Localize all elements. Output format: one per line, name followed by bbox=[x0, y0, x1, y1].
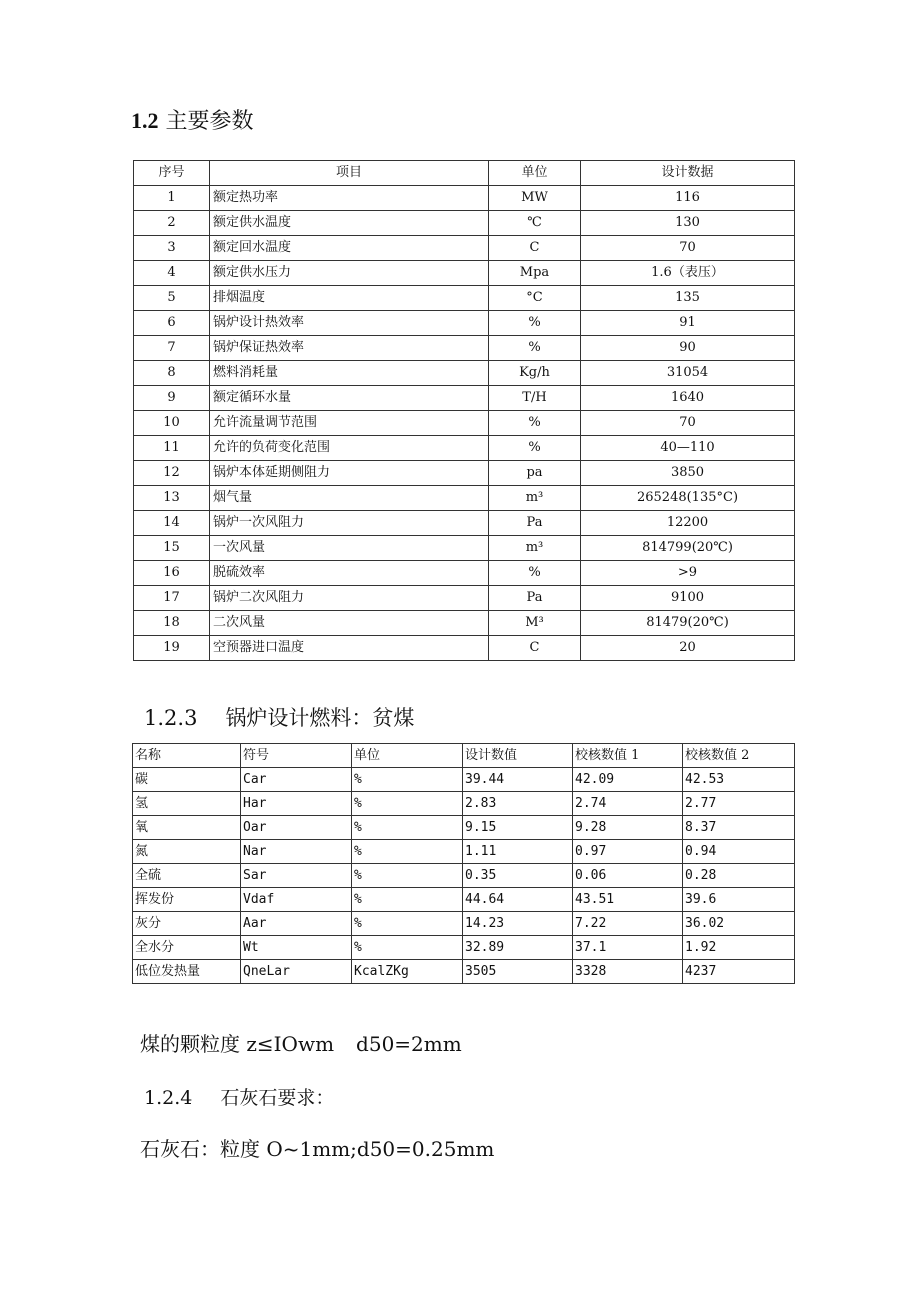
cell-name: 全水分 bbox=[133, 936, 241, 960]
cell-design-data: 91 bbox=[581, 311, 795, 336]
column-header-check-value-2: 校核数值 2 bbox=[683, 744, 795, 768]
cell-name: 氢 bbox=[133, 792, 241, 816]
cell-check-value-1: 9.28 bbox=[573, 816, 683, 840]
cell-symbol: Car bbox=[241, 768, 352, 792]
cell-check-value-2: 4237 bbox=[683, 960, 795, 984]
table-header-row bbox=[133, 744, 795, 768]
cell-index: 1 bbox=[134, 186, 210, 211]
cell-unit: KcalZKg bbox=[352, 960, 463, 984]
cell-design-data: 70 bbox=[581, 236, 795, 261]
cell-item: 烟气量 bbox=[210, 486, 489, 511]
cell-unit: °C bbox=[489, 286, 581, 311]
cell-check-value-1: 0.97 bbox=[573, 840, 683, 864]
column-header-unit: 单位 bbox=[352, 744, 463, 768]
cell-symbol: Wt bbox=[241, 936, 352, 960]
cell-design-value: 14.23 bbox=[463, 912, 573, 936]
cell-check-value-1: 42.09 bbox=[573, 768, 683, 792]
cell-symbol: Vdaf bbox=[241, 888, 352, 912]
coal-particle-size-note bbox=[140, 1028, 462, 1057]
table-row bbox=[133, 960, 795, 984]
cell-unit: M³ bbox=[489, 611, 581, 636]
table-row bbox=[133, 936, 795, 960]
section-title: 主要参数 bbox=[165, 109, 254, 134]
cell-index: 16 bbox=[134, 561, 210, 586]
cell-design-data: 130 bbox=[581, 211, 795, 236]
cell-unit: % bbox=[352, 888, 463, 912]
cell-index: 10 bbox=[134, 411, 210, 436]
cell-item: 脱硫效率 bbox=[210, 561, 489, 586]
cell-index: 19 bbox=[134, 636, 210, 661]
cell-check-value-2: 1.92 bbox=[683, 936, 795, 960]
cell-symbol: Nar bbox=[241, 840, 352, 864]
cell-unit: % bbox=[489, 436, 581, 461]
cell-index: 2 bbox=[134, 211, 210, 236]
cell-unit: % bbox=[489, 311, 581, 336]
cell-index: 4 bbox=[134, 261, 210, 286]
column-header-symbol: 符号 bbox=[241, 744, 352, 768]
cell-check-value-1: 0.06 bbox=[573, 864, 683, 888]
cell-unit: m³ bbox=[489, 486, 581, 511]
section-number: 1.2.4 bbox=[144, 1087, 193, 1109]
cell-unit: MW bbox=[489, 186, 581, 211]
table-row bbox=[134, 636, 795, 661]
cell-item: 额定循环水量 bbox=[210, 386, 489, 411]
cell-index: 9 bbox=[134, 386, 210, 411]
cell-item: 排烟温度 bbox=[210, 286, 489, 311]
table-row bbox=[134, 361, 795, 386]
cell-unit: % bbox=[352, 864, 463, 888]
cell-index: 6 bbox=[134, 311, 210, 336]
cell-item: 允许流量调节范围 bbox=[210, 411, 489, 436]
cell-design-data: 20 bbox=[581, 636, 795, 661]
cell-design-data: 135 bbox=[581, 286, 795, 311]
table-row bbox=[133, 912, 795, 936]
cell-item: 额定供水温度 bbox=[210, 211, 489, 236]
cell-symbol: QneLar bbox=[241, 960, 352, 984]
cell-item: 二次风量 bbox=[210, 611, 489, 636]
cell-design-data: 265248(135°C) bbox=[581, 486, 795, 511]
column-header-check-value-1: 校核数值 1 bbox=[573, 744, 683, 768]
cell-unit: Mpa bbox=[489, 261, 581, 286]
cell-index: 11 bbox=[134, 436, 210, 461]
section-heading-limestone bbox=[144, 1083, 334, 1110]
cell-design-data: 9100 bbox=[581, 586, 795, 611]
cell-unit: % bbox=[352, 936, 463, 960]
table-row bbox=[133, 816, 795, 840]
cell-check-value-1: 43.51 bbox=[573, 888, 683, 912]
cell-symbol: Sar bbox=[241, 864, 352, 888]
cell-item: 允许的负荷变化范围 bbox=[210, 436, 489, 461]
cell-name: 氮 bbox=[133, 840, 241, 864]
cell-design-data: 814799(20℃) bbox=[581, 536, 795, 561]
cell-unit: T/H bbox=[489, 386, 581, 411]
table-row bbox=[134, 261, 795, 286]
cell-name: 灰分 bbox=[133, 912, 241, 936]
cell-check-value-2: 36.02 bbox=[683, 912, 795, 936]
cell-unit: % bbox=[352, 816, 463, 840]
cell-check-value-1: 37.1 bbox=[573, 936, 683, 960]
cell-design-value: 2.83 bbox=[463, 792, 573, 816]
table-row bbox=[133, 864, 795, 888]
coal-d50-text: d50=2mm bbox=[356, 1032, 462, 1056]
cell-index: 8 bbox=[134, 361, 210, 386]
cell-item: 燃料消耗量 bbox=[210, 361, 489, 386]
cell-design-value: 9.15 bbox=[463, 816, 573, 840]
table-row bbox=[134, 536, 795, 561]
cell-design-data: 1.6（表压） bbox=[581, 261, 795, 286]
cell-name: 碳 bbox=[133, 768, 241, 792]
section-heading-main-parameters bbox=[131, 104, 254, 135]
table-row bbox=[134, 561, 795, 586]
cell-check-value-2: 0.94 bbox=[683, 840, 795, 864]
table-row bbox=[134, 311, 795, 336]
section-title: 锅炉设计燃料：贫煤 bbox=[225, 706, 415, 730]
cell-item: 锅炉设计热效率 bbox=[210, 311, 489, 336]
cell-design-data: 40—110 bbox=[581, 436, 795, 461]
cell-symbol: Aar bbox=[241, 912, 352, 936]
cell-design-data: 12200 bbox=[581, 511, 795, 536]
cell-check-value-1: 7.22 bbox=[573, 912, 683, 936]
cell-item: 锅炉二次风阻力 bbox=[210, 586, 489, 611]
cell-symbol: Har bbox=[241, 792, 352, 816]
cell-index: 15 bbox=[134, 536, 210, 561]
table-row bbox=[134, 336, 795, 361]
column-header-name: 名称 bbox=[133, 744, 241, 768]
table-row bbox=[134, 186, 795, 211]
cell-name: 低位发热量 bbox=[133, 960, 241, 984]
section-number: 1.2 bbox=[131, 108, 159, 133]
cell-design-data: 31054 bbox=[581, 361, 795, 386]
table-row bbox=[133, 768, 795, 792]
main-parameters-table bbox=[133, 160, 795, 661]
cell-item: 额定供水压力 bbox=[210, 261, 489, 286]
cell-unit: % bbox=[489, 561, 581, 586]
table-row bbox=[133, 792, 795, 816]
cell-design-data: 116 bbox=[581, 186, 795, 211]
table-row bbox=[134, 461, 795, 486]
cell-design-value: 44.64 bbox=[463, 888, 573, 912]
table-row bbox=[134, 511, 795, 536]
cell-design-value: 39.44 bbox=[463, 768, 573, 792]
cell-design-data: 90 bbox=[581, 336, 795, 361]
cell-unit: % bbox=[352, 792, 463, 816]
cell-item: 空预器进口温度 bbox=[210, 636, 489, 661]
cell-name: 氧 bbox=[133, 816, 241, 840]
table-row bbox=[134, 586, 795, 611]
cell-item: 额定热功率 bbox=[210, 186, 489, 211]
cell-unit: ℃ bbox=[489, 211, 581, 236]
cell-index: 12 bbox=[134, 461, 210, 486]
table-row bbox=[134, 286, 795, 311]
table-row bbox=[134, 436, 795, 461]
cell-check-value-2: 2.77 bbox=[683, 792, 795, 816]
cell-design-data: 81479(20℃) bbox=[581, 611, 795, 636]
cell-unit: % bbox=[352, 840, 463, 864]
cell-unit: % bbox=[489, 336, 581, 361]
cell-item: 额定回水温度 bbox=[210, 236, 489, 261]
limestone-requirement-note: 石灰石：粒度 O~1mm;d50=0.25mm bbox=[140, 1137, 495, 1161]
section-number: 1.2.3 bbox=[144, 706, 198, 730]
section-title: 石灰石要求： bbox=[220, 1087, 335, 1109]
column-header-unit: 单位 bbox=[489, 161, 581, 186]
cell-index: 18 bbox=[134, 611, 210, 636]
cell-item: 锅炉本体延期侧阻力 bbox=[210, 461, 489, 486]
table-row bbox=[133, 888, 795, 912]
column-header-design-value: 设计数值 bbox=[463, 744, 573, 768]
cell-design-value: 32.89 bbox=[463, 936, 573, 960]
cell-design-data: >9 bbox=[581, 561, 795, 586]
cell-name: 全硫 bbox=[133, 864, 241, 888]
table-row bbox=[133, 840, 795, 864]
cell-item: 锅炉保证热效率 bbox=[210, 336, 489, 361]
column-header-design-data: 设计数据 bbox=[581, 161, 795, 186]
cell-design-data: 3850 bbox=[581, 461, 795, 486]
cell-symbol: Oar bbox=[241, 816, 352, 840]
cell-check-value-2: 8.37 bbox=[683, 816, 795, 840]
cell-unit: C bbox=[489, 236, 581, 261]
cell-unit: m³ bbox=[489, 536, 581, 561]
cell-design-data: 1640 bbox=[581, 386, 795, 411]
design-fuel-table bbox=[132, 743, 795, 984]
cell-design-value: 0.35 bbox=[463, 864, 573, 888]
cell-name: 挥发份 bbox=[133, 888, 241, 912]
cell-check-value-2: 42.53 bbox=[683, 768, 795, 792]
cell-index: 7 bbox=[134, 336, 210, 361]
cell-index: 5 bbox=[134, 286, 210, 311]
cell-check-value-1: 2.74 bbox=[573, 792, 683, 816]
cell-unit: Kg/h bbox=[489, 361, 581, 386]
cell-unit: % bbox=[489, 411, 581, 436]
table-row bbox=[134, 386, 795, 411]
table-row bbox=[134, 236, 795, 261]
cell-item: 一次风量 bbox=[210, 536, 489, 561]
cell-index: 13 bbox=[134, 486, 210, 511]
table-row bbox=[134, 486, 795, 511]
cell-check-value-2: 0.28 bbox=[683, 864, 795, 888]
column-header-item: 项目 bbox=[210, 161, 489, 186]
cell-check-value-2: 39.6 bbox=[683, 888, 795, 912]
coal-particle-size-text: 煤的颗粒度 z≤IOwm bbox=[140, 1032, 335, 1056]
table-row bbox=[134, 611, 795, 636]
table-header-row bbox=[134, 161, 795, 186]
cell-design-value: 1.11 bbox=[463, 840, 573, 864]
cell-unit: % bbox=[352, 912, 463, 936]
cell-design-data: 70 bbox=[581, 411, 795, 436]
cell-unit: % bbox=[352, 768, 463, 792]
cell-item: 锅炉一次风阻力 bbox=[210, 511, 489, 536]
cell-check-value-1: 3328 bbox=[573, 960, 683, 984]
cell-unit: Pa bbox=[489, 586, 581, 611]
table-row bbox=[134, 411, 795, 436]
cell-unit: C bbox=[489, 636, 581, 661]
cell-index: 14 bbox=[134, 511, 210, 536]
cell-design-value: 3505 bbox=[463, 960, 573, 984]
column-header-index: 序号 bbox=[134, 161, 210, 186]
cell-unit: pa bbox=[489, 461, 581, 486]
section-heading-design-fuel bbox=[144, 702, 414, 732]
cell-unit: Pa bbox=[489, 511, 581, 536]
table-row bbox=[134, 211, 795, 236]
cell-index: 17 bbox=[134, 586, 210, 611]
cell-index: 3 bbox=[134, 236, 210, 261]
